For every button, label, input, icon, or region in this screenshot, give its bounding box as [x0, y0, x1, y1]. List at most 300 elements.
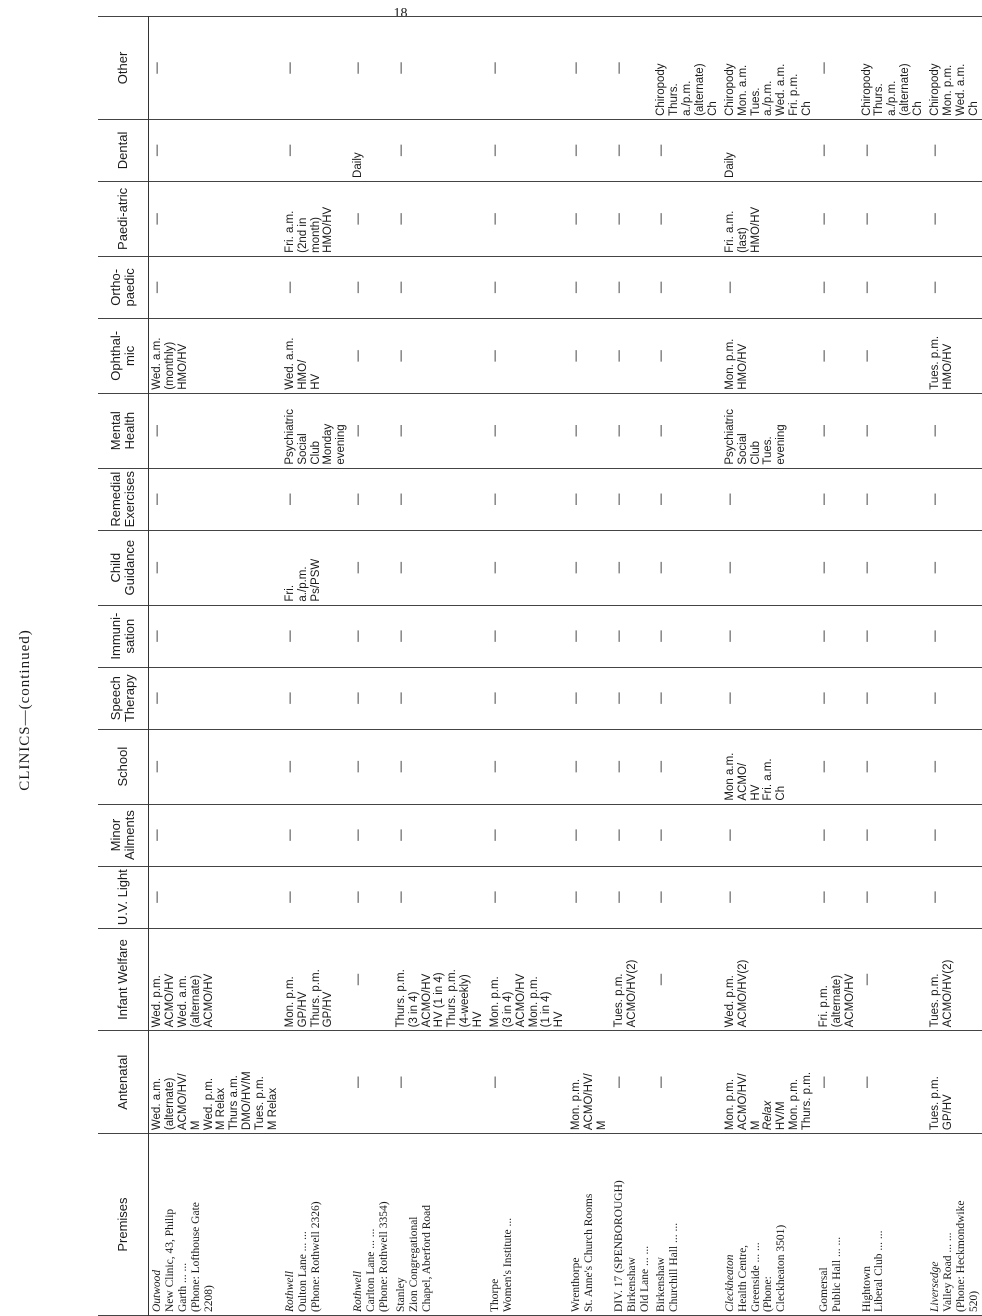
- cell-text: —: [352, 630, 365, 642]
- cell-text: —: [488, 424, 501, 437]
- table-cell: [282, 605, 350, 667]
- cell-text: Thurs.: [873, 83, 886, 116]
- cell-text: —: [488, 630, 501, 642]
- cell-text: —: [570, 891, 583, 903]
- table-cell: [927, 605, 982, 667]
- cell-text: —: [394, 760, 407, 773]
- table-cell: [816, 729, 859, 804]
- table-cell: [653, 181, 721, 256]
- cell-text: ACMO/HV: [420, 973, 433, 1028]
- cell-text: —: [612, 829, 625, 841]
- cell-text: —: [860, 350, 873, 362]
- cell-text: HMO/HV: [176, 343, 189, 390]
- table-cell: [487, 804, 568, 866]
- cell-text: —: [928, 281, 941, 294]
- cell-text: Garth ... ...: [176, 1262, 189, 1312]
- cell-text: —: [612, 144, 625, 157]
- col-remedial-exercises: Remedial Exercises: [98, 468, 149, 530]
- table-cell: [350, 866, 393, 928]
- cell-text: —: [612, 493, 625, 505]
- table-cell: [393, 181, 487, 256]
- table-cell: [282, 1031, 350, 1134]
- table-cell: [568, 468, 611, 530]
- cell-text: —: [817, 281, 830, 294]
- cell-text: Cleckheaton: [723, 1254, 736, 1312]
- cell-text: Zion Congregational: [407, 1216, 420, 1312]
- cell-text: Monday: [322, 423, 335, 465]
- table-cell: [653, 393, 721, 468]
- cell-text: —: [723, 561, 736, 574]
- table-cell: [611, 804, 654, 866]
- cell-text: ACMO/HV(2): [736, 959, 749, 1028]
- cell-text: —: [860, 561, 873, 574]
- table-cell: [722, 393, 816, 468]
- cell-text: Wed. a.m.: [151, 1077, 163, 1131]
- col-paediatric: Paedi-atric: [98, 181, 149, 256]
- table-cell: [282, 530, 350, 605]
- table-cell: [282, 928, 350, 1031]
- cell-text: DMO/HV/M: [241, 1071, 254, 1131]
- cell-text: Thurs. p.m.: [446, 969, 459, 1028]
- cell-text: Mon. p.m.: [788, 1078, 801, 1131]
- cell-text: —: [655, 281, 668, 294]
- col-uv-light: U.V. Light: [98, 866, 149, 928]
- header-row: [98, 17, 149, 1316]
- table-cell: [487, 729, 568, 804]
- table-cell: [487, 256, 568, 318]
- table-cell: [350, 393, 393, 468]
- table-cell: [149, 530, 282, 605]
- table-cell: [816, 866, 859, 928]
- table-cell: [282, 729, 350, 804]
- cell-text: —: [817, 144, 830, 157]
- cell-text: —: [570, 493, 583, 505]
- cell-text: —: [488, 760, 501, 773]
- cell-text: M Relax: [215, 1087, 228, 1131]
- table-cell: [722, 605, 816, 667]
- table-cell: [722, 928, 816, 1031]
- clinics-table-rotated: [98, 16, 980, 1316]
- cell-text: —: [612, 424, 625, 437]
- cell-text: —: [860, 829, 873, 841]
- table-cell: [816, 804, 859, 866]
- cell-text: —: [394, 561, 407, 574]
- cell-text: Wed. a.m.: [775, 63, 788, 116]
- table-row: [722, 17, 816, 1316]
- table-cell: [350, 530, 393, 605]
- cell-text: —: [151, 692, 163, 704]
- cell-text: ACMO/HV/: [176, 1073, 189, 1131]
- cell-text: —: [151, 561, 163, 574]
- cell-text: —: [860, 760, 873, 773]
- cell-text: Old Lane ... ...: [638, 1245, 651, 1312]
- cell-text: —: [570, 213, 583, 225]
- table-cell: [653, 729, 721, 804]
- table-cell: [350, 17, 393, 120]
- cell-text: —: [928, 424, 941, 437]
- cell-text: —: [151, 630, 163, 642]
- cell-text: (last): [736, 227, 749, 253]
- table-cell: [816, 468, 859, 530]
- table-cell: [487, 928, 568, 1031]
- cell-text: Social: [296, 433, 309, 465]
- cell-text: evening: [335, 424, 348, 465]
- table-cell: [722, 181, 816, 256]
- cell-text: Outwood: [151, 1269, 163, 1312]
- table-cell: [611, 181, 654, 256]
- cell-text: —: [488, 213, 501, 225]
- table-cell: [653, 928, 721, 1031]
- table-cell: [149, 256, 282, 318]
- cell-text: —: [394, 891, 407, 903]
- table-row: [149, 17, 282, 1316]
- table-cell: [393, 119, 487, 181]
- cell-text: —: [283, 62, 296, 74]
- table-cell: [350, 1134, 393, 1316]
- cell-text: Psychiatric: [283, 409, 296, 465]
- cell-text: —: [928, 144, 941, 157]
- table-row: [393, 17, 487, 1316]
- cell-text: —: [151, 829, 163, 841]
- page-number: 18: [393, 6, 408, 21]
- cell-text: —: [860, 1076, 873, 1088]
- table-cell: [568, 667, 611, 729]
- table-cell: [927, 866, 982, 928]
- cell-text: —: [817, 561, 830, 574]
- cell-text: Ps/PSW: [309, 558, 322, 602]
- cell-text: —: [723, 493, 736, 505]
- cell-text: —: [488, 281, 501, 294]
- cell-text: M: [595, 1120, 608, 1131]
- cell-text: —: [612, 630, 625, 642]
- table-cell: [568, 1134, 611, 1316]
- col-immunisation: Immuni-sation: [98, 605, 149, 667]
- cell-text: —: [352, 62, 365, 74]
- col-school: School: [98, 729, 149, 804]
- cell-text: Wed. p.m.: [202, 1077, 215, 1131]
- cell-text: Stanley: [394, 1277, 407, 1312]
- cell-text: —: [860, 973, 873, 986]
- cell-text: HV: [309, 373, 322, 390]
- cell-text: —: [488, 1076, 501, 1088]
- table-row: [282, 17, 350, 1316]
- col-dental: Dental: [98, 119, 149, 181]
- cell-text: Carlton Lane ... ...: [365, 1228, 377, 1312]
- cell-text: —: [817, 630, 830, 642]
- cell-text: a./p.m.: [296, 566, 309, 602]
- table-cell: [282, 1134, 350, 1316]
- cell-text: Wed. p.m.: [151, 975, 163, 1028]
- cell-text: —: [352, 692, 365, 704]
- cell-text: —: [352, 891, 365, 903]
- table-cell: [282, 866, 350, 928]
- table-cell: [568, 729, 611, 804]
- table-cell: [149, 393, 282, 468]
- table-row: [653, 17, 721, 1316]
- table-cell: [568, 804, 611, 866]
- cell-text: —: [394, 62, 407, 74]
- cell-text: 520): [967, 1290, 980, 1312]
- cell-text: —: [151, 281, 163, 294]
- table-cell: [859, 1031, 927, 1134]
- cell-text: —: [928, 213, 941, 225]
- clinics-table: [98, 16, 982, 1316]
- table-cell: [350, 318, 393, 393]
- cell-text: —: [394, 1076, 407, 1088]
- table-row: [568, 17, 611, 1316]
- cell-text: (alternate): [163, 1077, 176, 1131]
- cell-text: —: [151, 144, 163, 157]
- table-row: [816, 17, 859, 1316]
- cell-text: —: [488, 144, 501, 157]
- cell-text: (alternate): [694, 63, 706, 116]
- table-cell: [611, 17, 654, 120]
- cell-text: (Phone: Lofthouse Gate: [189, 1202, 202, 1312]
- cell-text: —: [352, 829, 365, 841]
- table-cell: [282, 468, 350, 530]
- cell-text: —: [394, 493, 407, 505]
- cell-text: M Relax: [266, 1087, 279, 1131]
- col-mental-health: Mental Health: [98, 393, 149, 468]
- table-cell: [859, 318, 927, 393]
- cell-text: Rothwell: [352, 1271, 365, 1312]
- cell-text: a./p.m.: [762, 80, 775, 116]
- cell-text: —: [283, 692, 296, 704]
- cell-text: evening: [775, 424, 788, 465]
- table-cell: [653, 605, 721, 667]
- cell-text: Rothwell: [283, 1271, 296, 1312]
- cell-text: (alternate): [830, 974, 843, 1028]
- cell-text: —: [860, 144, 873, 157]
- table-cell: [149, 667, 282, 729]
- cell-text: Women's Institute ...: [501, 1217, 514, 1312]
- cell-text: DIV. 17 (SPENBOROUGH): [612, 1180, 625, 1312]
- table-cell: [927, 1031, 982, 1134]
- cell-text: —: [570, 630, 583, 642]
- table-cell: [350, 119, 393, 181]
- cell-text: Tues. p.m.: [612, 973, 625, 1028]
- table-cell: [149, 804, 282, 866]
- cell-text: Club: [309, 441, 322, 465]
- cell-text: —: [151, 493, 163, 505]
- table-cell: [149, 605, 282, 667]
- cell-text: Birkenshaw: [625, 1257, 638, 1312]
- table-cell: [653, 468, 721, 530]
- table-cell: [653, 1031, 721, 1134]
- cell-text: —: [817, 493, 830, 505]
- cell-text: Chiropody: [723, 63, 736, 116]
- cell-text: —: [488, 891, 501, 903]
- cell-text: Churchill Hall ... ...: [668, 1222, 681, 1312]
- table-cell: [350, 667, 393, 729]
- cell-text: —: [394, 692, 407, 704]
- cell-text: —: [612, 760, 625, 773]
- table-cell: [653, 866, 721, 928]
- table-cell: [393, 1031, 487, 1134]
- cell-text: HMO/: [296, 359, 309, 390]
- table-cell: [927, 468, 982, 530]
- table-cell: [653, 1134, 721, 1316]
- cell-text: Chiropody: [860, 63, 873, 116]
- table-cell: [611, 119, 654, 181]
- cell-text: —: [352, 424, 365, 437]
- cell-text: —: [352, 1076, 365, 1088]
- cell-text: —: [860, 493, 873, 505]
- cell-text: —: [655, 973, 668, 986]
- table-cell: [859, 468, 927, 530]
- cell-text: Thurs. p.m.: [801, 1071, 813, 1131]
- cell-text: —: [655, 692, 668, 704]
- table-cell: [393, 605, 487, 667]
- table-cell: [859, 256, 927, 318]
- col-speech-therapy: Speech Therapy: [98, 667, 149, 729]
- table-cell: [282, 119, 350, 181]
- table-cell: [568, 530, 611, 605]
- table-cell: [653, 17, 721, 120]
- table-row: [859, 17, 927, 1316]
- table-cell: [282, 17, 350, 120]
- table-cell: [350, 605, 393, 667]
- cell-text: —: [817, 829, 830, 841]
- cell-text: —: [655, 144, 668, 157]
- table-cell: [859, 729, 927, 804]
- table-cell: [927, 729, 982, 804]
- cell-text: —: [352, 281, 365, 294]
- cell-text: M: [189, 1120, 202, 1131]
- table-cell: [282, 318, 350, 393]
- table-cell: [927, 667, 982, 729]
- table-cell: [722, 530, 816, 605]
- cell-text: Wed. a.m.: [151, 337, 163, 390]
- cell-text: —: [655, 1076, 668, 1088]
- cell-text: (Phone: Rothwell 3354): [377, 1201, 390, 1312]
- table-cell: [722, 318, 816, 393]
- table-cell: [393, 667, 487, 729]
- table-cell: [722, 667, 816, 729]
- table-cell: [927, 17, 982, 120]
- cell-text: Relax: [762, 1100, 775, 1131]
- table-cell: [722, 1031, 816, 1134]
- cell-text: Thurs. p.m.: [394, 969, 407, 1028]
- table-cell: [568, 181, 611, 256]
- cell-text: HV: [749, 784, 762, 801]
- cell-text: —: [394, 281, 407, 294]
- cell-text: (Phone:: [762, 1276, 775, 1312]
- table-cell: [927, 393, 982, 468]
- table-cell: [487, 667, 568, 729]
- cell-text: —: [488, 493, 501, 505]
- col-minor-ailments: Minor Ailments: [98, 804, 149, 866]
- table-cell: [282, 804, 350, 866]
- table-cell: [149, 866, 282, 928]
- table-cell: [859, 667, 927, 729]
- table-cell: [350, 468, 393, 530]
- cell-text: —: [570, 760, 583, 773]
- cell-text: New Clinic, 43, Philip: [163, 1208, 176, 1312]
- table-cell: [393, 17, 487, 120]
- table-row: [927, 17, 982, 1316]
- cell-text: —: [612, 1076, 625, 1088]
- cell-text: Psychiatric: [723, 409, 736, 465]
- cell-text: —: [394, 630, 407, 642]
- table-cell: [927, 530, 982, 605]
- cell-text: Fri. a.m.: [762, 758, 775, 801]
- table-cell: [722, 804, 816, 866]
- cell-text: Oulton Lane ... ...: [296, 1231, 309, 1312]
- cell-text: —: [817, 213, 830, 225]
- cell-text: Ch: [801, 101, 813, 116]
- table-cell: [393, 866, 487, 928]
- table-cell: [568, 256, 611, 318]
- cell-text: Club: [749, 441, 762, 465]
- cell-text: Thurs. p.m.: [309, 969, 322, 1028]
- table-cell: [393, 530, 487, 605]
- table-cell: [816, 181, 859, 256]
- cell-text: Wed. p.m.: [723, 975, 736, 1028]
- table-cell: [487, 605, 568, 667]
- cell-text: (Phone: Rothwell 2326): [309, 1201, 322, 1312]
- cell-text: —: [723, 281, 736, 294]
- cell-text: (alternate): [899, 63, 912, 116]
- table-cell: [653, 119, 721, 181]
- table-row: [487, 17, 568, 1316]
- table-cell: [927, 804, 982, 866]
- cell-text: —: [928, 493, 941, 505]
- cell-text: —: [655, 760, 668, 773]
- col-infant-welfare: Infant Welfare: [98, 928, 149, 1031]
- cell-text: ACMO/HV: [163, 973, 176, 1028]
- cell-text: —: [352, 760, 365, 773]
- cell-text: Mon. p.m.: [941, 64, 954, 116]
- table-cell: [487, 181, 568, 256]
- table-cell: [859, 530, 927, 605]
- cell-text: —: [570, 561, 583, 574]
- cell-text: Ch: [706, 101, 719, 116]
- table-cell: [350, 729, 393, 804]
- cell-text: Public Hall ... ...: [830, 1236, 843, 1312]
- cell-text: —: [570, 281, 583, 294]
- table-cell: [722, 256, 816, 318]
- cell-text: —: [570, 144, 583, 157]
- cell-text: —: [151, 213, 163, 225]
- table-cell: [393, 468, 487, 530]
- cell-text: —: [817, 1076, 830, 1088]
- cell-text: —: [394, 350, 407, 362]
- cell-text: Mon. p.m.: [488, 976, 501, 1028]
- table-cell: [149, 729, 282, 804]
- cell-text: Mon. p.m.: [570, 1078, 583, 1131]
- cell-text: —: [928, 561, 941, 574]
- cell-text: —: [723, 692, 736, 704]
- cell-text: —: [283, 281, 296, 294]
- cell-text: —: [283, 891, 296, 903]
- table-cell: [611, 1031, 654, 1134]
- table-cell: [149, 1031, 282, 1134]
- table-cell: [722, 17, 816, 120]
- cell-text: Liversedge: [928, 1261, 941, 1312]
- cell-text: Tues. p.m.: [928, 973, 941, 1028]
- table-cell: [568, 393, 611, 468]
- table-cell: [816, 119, 859, 181]
- cell-text: Hightown: [860, 1266, 873, 1312]
- table-cell: [149, 318, 282, 393]
- table-cell: [859, 17, 927, 120]
- table-cell: [611, 928, 654, 1031]
- cell-text: month): [309, 217, 322, 253]
- cell-text: —: [860, 891, 873, 903]
- table-cell: [393, 1134, 487, 1316]
- cell-text: —: [817, 350, 830, 362]
